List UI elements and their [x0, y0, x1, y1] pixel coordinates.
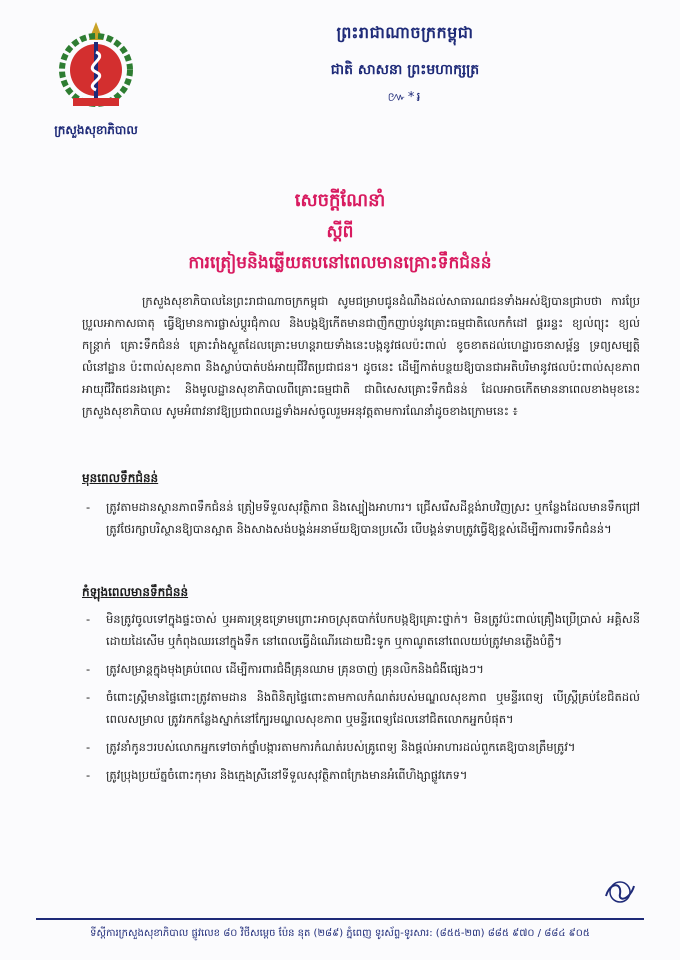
list-item: - ត្រូវនាំកូនៗរបស់លោកអ្នកទៅចាក់ថ្នាំបង្ការតាមការកំណត់របស់គ្រូពេទ្យ និងផ្តល់អាហារដល់ពួកគេឱ្យបានត្រឹមត្រូវ។ [82, 736, 640, 758]
section-heading-during-flood: កំឡុងពេលមានទឹកជំនន់ [82, 585, 189, 599]
during-flood-list [82, 608, 640, 792]
initial-signature-icon [600, 876, 640, 906]
list-item: - ត្រូវប្រុងប្រយ័ត្នចំពោះកុមារ និងក្មេងស្រីនៅទីទួលសុវត្ថិភាពក្រែងមានអំពើហិង្សាផ្លូវភេទ។ [82, 764, 640, 786]
section-heading-before-flood: មុនពេលទឹកជំនន់ [82, 471, 159, 485]
footer-address: ទីស្តីការក្រសួងសុខាភិបាល ផ្លូវលេខ ៨០ វិថីសម្តេច ប៉ែន នុត (២៨៩) ភ្នំពេញ ទូរស័ព្ទ-ទូរសារ: (៨៥៥-២៣) ៨៨៥ ៩៧០ / ៨៨៤ ៩០៥ [90, 928, 590, 939]
footer-divider [36, 918, 644, 920]
kingdom-name: ព្រះរាជាណាចក្រកម្ពុជា [336, 23, 474, 42]
title-line-3: ការត្រៀមនិងឆ្លើយតបនៅពេលមានគ្រោះទឹកជំនន់ [188, 253, 492, 273]
list-item: - ត្រូវសម្រាន្តក្នុងមុងគ្រប់ពេល ដើម្បីការពារជំងឺគ្រុនឈាម គ្រុនចាញ់ គ្រុនលិកនិងជំងឺផ្សេងៗ។ [82, 658, 640, 680]
title-line-1: សេចក្តីណែនាំ [294, 190, 386, 211]
intro-paragraph: ក្រសួងសុខាភិបាលនៃព្រះរាជាណាចក្រកម្ពុជា សូមជម្រាបជូនដំណឹងដល់សាធារណជនទាំងអស់ឱ្យបានជ្រាបថា ការប្រែប្រួលអាកាសធាតុ ធ្វើឱ្យមានការផ្លាស់ប្តូរជុំកាល និងបង្កឱ្យកើតមានជាញឹកញាប់នូវគ្រោះធម្មជាតិលេកកំដៅ ផ្គររន្ទះ ខ្យល់ព្យុះ ខ្យល់កន្ត្រាក់ គ្រោះទឹកជំនន់ គ្រោះរាំងស្ងួតដែលគ្រោះមហន្តរាយទាំងនេះបង្កនូវផលប៉ះពាល់ ខូចខាតដល់ហេដ្ឋារចនាសម្ព័ន្ធ ទ្រព្យសម្បត្តិ លំនៅដ្ឋាន ប៉ះពាល់សុខភាព និងស្លាប់បាត់បង់អាយុជីវិតប្រជាជន។ ដូចនេះ ដើម្បីកាត់បន្ថយឱ្យបានជាអតិបរិមានូវផលប៉ះពាល់សុខភាព អាយុជីវិតជនរងគ្រោះ និងមូលដ្ឋានសុខាភិបាលពីគ្រោះធម្មជាតិ ជាពិសេសគ្រោះទឹកជំនន់ ដែលអាចកើតមាននាពេលខាងមុខនេះ ក្រសួងសុខាភិបាល សូមអំពាវនាវឱ្យប្រជាពលរដ្ឋទាំងអស់ចូលរួមអនុវត្តតាមការណែនាំដូចខាងក្រោមនេះ ៖ [82, 294, 640, 418]
list-item: - ចំពោះស្ត្រីមានផ្ទៃពោះត្រូវតាមដាន និងពិនិត្យផ្ទៃពោះតាមកាលកំណត់របស់មណ្ឌលសុខភាព ឬមន្ទីរពេទ្យ បើស្ត្រីគ្រប់ខែជិតដល់ពេលសម្រាល ត្រូវរកកន្លែងស្នាក់នៅក្បែរមណ្ឌលសុខភាព ឬមន្ទីរពេទ្យដែលនៅជិតលោកអ្នកបំផុត។ [82, 686, 640, 730]
ministry-name: ក្រសួងសុខាភិបាល [54, 123, 138, 137]
list-item: - ត្រូវតាមដានស្ថានភាពទឹកជំនន់ ត្រៀមទីទួលសុវត្ថិភាព និងស្បៀងអាហារ។ ជ្រើសរើសដីខ្ពង់រាបវិញស្រះ ឬកន្លែងដែលមានទឹកជ្រៅ ត្រូវថែរក្សាបរិស្ថានឱ្យបានស្អាត និងសាងសង់បង្គន់អនាម័យឱ្យបានប្រសើរ បើបង្គន់ទាបត្រូវធ្វើឱ្យខ្ពស់ដើម្បីការពារទឹកជំនន់។ [82, 496, 640, 540]
document-title [0, 188, 680, 277]
before-flood-list [82, 496, 640, 546]
letterhead [0, 22, 680, 108]
list-item: - មិនត្រូវចូលទៅក្នុងផ្ទះចាស់ ឬអគារទ្រុឌទ្រោមព្រោះអាចស្រុតបាក់បែកបង្កឱ្យគ្រោះថ្នាក់។ មិនត្រូវប៉ះពាល់គ្រឿងប្រើប្រាស់ អគ្គិសនីដោយដៃសើម ឬកំពុងឈរនៅក្នុងទឹក នៅពេលធ្វើដំណើរដោយជិះទូក ឬកាណូតនៅពេលយប់ត្រូវមានភ្លើងបំភ្លឺ។ [82, 608, 640, 652]
header-ornament: ៚*៛ [387, 90, 423, 105]
title-line-2: ស្តីពី [326, 222, 354, 242]
national-motto: ជាតិ សាសនា ព្រះមហាក្សត្រ [330, 62, 480, 78]
